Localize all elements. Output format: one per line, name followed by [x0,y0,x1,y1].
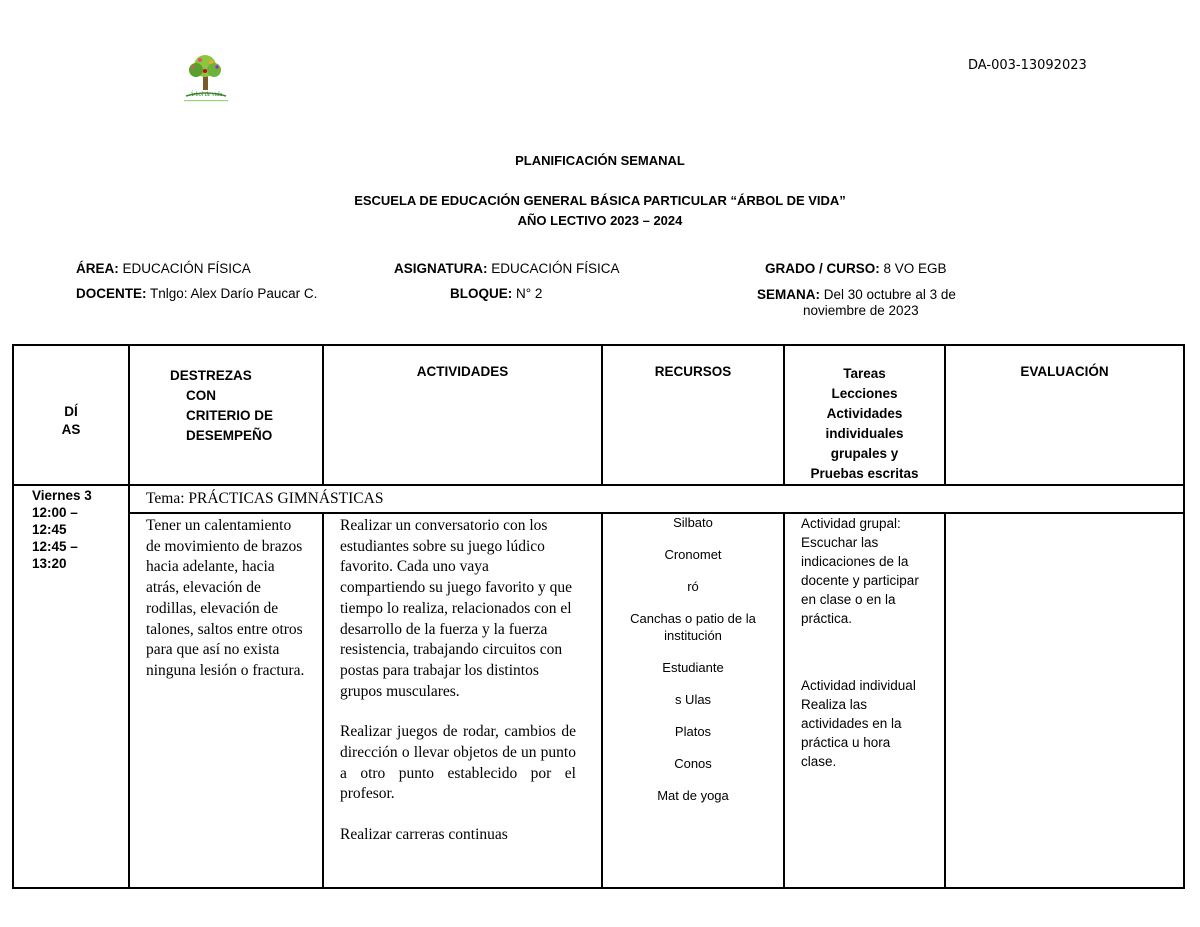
header-actividades-label: ACTIVIDADES [416,364,509,379]
recurso-cronometro-part1: Cronomet [664,547,722,562]
tema-cell [129,485,1184,513]
svg-text:Árbol de vida: Árbol de vida [189,92,223,98]
tema-text: Tema: PRÁCTICAS GIMNÁSTICAS [146,490,384,507]
header-dias-line2: AS [61,422,81,437]
recurso-conos: Conos [674,756,712,771]
bloque-label: BLOQUE: [450,286,513,301]
area-label: ÁREA: [76,261,119,276]
recurso-mat-yoga: Mat de yoga [657,788,729,803]
header-destrezas-line2: CON [186,388,216,403]
recurso-estudiantes-part2: s Ulas [674,692,712,707]
page-title: PLANIFICACIÓN SEMANAL [515,153,685,168]
day-line3: 12:45 [32,522,67,537]
semana-field [757,287,997,319]
document-code: DA-003-13092023 [968,58,1087,73]
destreza-text: Tener un calentamiento de movimiento de brazos hacia adelante, hacia atrás, elevación de rodillas, elevación de talones, saltos entre otros para que así no exista ninguna lesión o fractura. [146,517,305,679]
area-field [76,261,251,276]
content-row [13,513,1184,888]
actividad-2-text: Realizar juegos de rodar, cambios de dirección o llevar objetos de un punto a otro punto establecido por el profesor. [340,723,576,803]
semana-value-line1: Del 30 octubre al 3 de [823,287,956,302]
recurso-canchas: Canchas o patio de la institución [630,611,756,643]
asignatura-label: ASIGNATURA: [394,261,488,276]
day-line4: 12:45 – [32,539,78,554]
day-line5: 13:20 [32,556,67,571]
header-tareas-line6: Pruebas escritas [810,466,919,481]
evaluacion-cell [945,513,1184,888]
header-evaluacion-label: EVALUACIÓN [1020,364,1109,379]
tarea-individual-text: Actividad individual Realiza las actividades en la práctica u hora clase. [801,678,916,769]
tareas-cell [784,513,945,888]
bloque-field [450,286,542,301]
header-destrezas [129,345,323,485]
recurso-silbato: Silbato [673,515,713,530]
tema-row [13,485,1184,513]
recursos-cell [602,513,784,888]
header-recursos-label: RECURSOS [654,364,732,379]
tree-logo-icon [178,52,234,106]
header-actividades [323,345,602,485]
header-tareas-line4: individuales [825,426,904,441]
school-name: ESCUELA DE EDUCACIÓN GENERAL BÁSICA PARTICULAR “ÁRBOL DE VIDA” [354,193,846,208]
header-tareas-line5: grupales y [830,446,899,461]
day-line1: Viernes 3 [32,488,92,503]
actividad-3-text: Realizar carreras continuas [340,826,508,844]
recurso-cronometro-part2: ró [687,579,699,594]
semana-label: SEMANA: [757,287,820,302]
asignatura-field [394,261,620,276]
header-destrezas-line3: CRITERIO DE [186,408,274,423]
header-tareas [784,345,945,485]
day-line2: 12:00 – [32,505,78,520]
docente-field [76,286,317,301]
tarea-grupal-text: Actividad grupal: Escuchar las indicaciones de la docente y participar en clase o en la práctica. [801,516,919,626]
destreza-cell [129,513,323,888]
actividad-1-text: Realizar un conversatorio con los estudiantes sobre su juego lúdico favorito. Cada uno vaya compartiendo su juego favorito y que tiempo lo realiza, relacionados con el desarrollo de la fuerza y la fuerza resistencia, trabajando circuitos con postas para trabajar los distintos grupos musculares. [340,517,573,700]
recurso-estudiantes-part1: Estudiante [662,660,724,675]
header-destrezas-line4: DESEMPEÑO [186,428,273,443]
header-dias-line1: DÍ [64,404,78,419]
actividades-cell [323,513,602,888]
table-header-row [13,345,1184,485]
docente-label: DOCENTE: [76,286,147,301]
grado-value: 8 VO EGB [883,261,947,276]
header-dias [13,345,129,485]
header-recursos [602,345,784,485]
day-cell [13,485,129,888]
header-tareas-line3: Actividades [826,406,903,421]
school-year: AÑO LECTIVO 2023 – 2024 [517,213,683,228]
asignatura-value: EDUCACIÓN FÍSICA [491,261,620,276]
header-tareas-line2: Lecciones [831,386,898,401]
grado-field [765,261,947,276]
header-evaluacion [945,345,1184,485]
header-destrezas-line1: DESTREZAS [170,368,252,383]
grado-label: GRADO / CURSO: [765,261,880,276]
planning-table [12,344,1185,889]
school-logo [178,52,234,106]
docente-value: Tnlgo: Alex Darío Paucar C. [150,286,318,301]
bloque-value: N° 2 [516,286,543,301]
recurso-platos: Platos [674,724,712,739]
area-value: EDUCACIÓN FÍSICA [122,261,251,276]
semana-value-line2: noviembre de 2023 [803,303,919,318]
header-tareas-line1: Tareas [843,366,886,381]
